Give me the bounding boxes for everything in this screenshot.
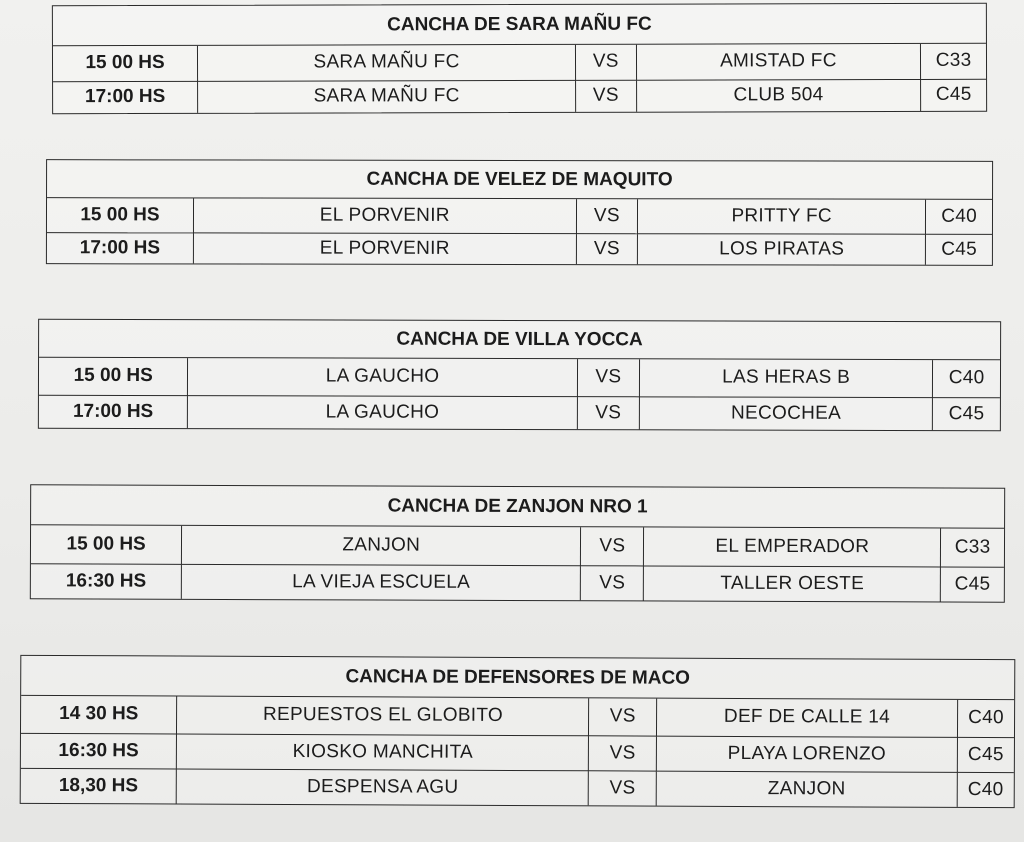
home-team: EL PORVENIR	[193, 232, 576, 264]
match-time: 18,30 HS	[21, 768, 177, 804]
category: C33	[921, 44, 986, 79]
match-row	[39, 358, 1000, 398]
vs-label: VS	[576, 80, 637, 112]
match-time: 14 30 HS	[21, 696, 177, 734]
match-row	[39, 395, 1000, 431]
category: C40	[957, 700, 1014, 737]
match-time: 15 00 HS	[31, 525, 182, 564]
vs-label: VS	[576, 199, 637, 233]
home-team: REPUESTOS EL GLOBITO	[177, 697, 589, 736]
away-team: DEF DE CALLE 14	[656, 699, 957, 737]
home-team: LA GAUCHO	[188, 358, 577, 396]
match-row	[47, 232, 992, 265]
away-team: AMISTAD FC	[636, 44, 921, 80]
venue-title: CANCHA DE VILLA YOCCA	[39, 320, 1000, 361]
venue-title: CANCHA DE DEFENSORES DE MACO	[21, 656, 1014, 700]
match-time: 16:30 HS	[21, 733, 177, 769]
home-team: EL PORVENIR	[193, 198, 576, 233]
match-time: 17:00 HS	[39, 395, 188, 428]
vs-label: VS	[589, 698, 657, 735]
category: C45	[941, 238, 978, 260]
away-team: ZANJON	[656, 771, 957, 807]
category: C45	[957, 737, 1014, 772]
away-team: TALLER OESTE	[644, 565, 941, 601]
away-team: PLAYA LORENZO	[656, 736, 957, 772]
category: C45	[935, 84, 972, 106]
fixture-table-defensores-de-maco	[20, 655, 1016, 808]
category: C45	[948, 402, 985, 424]
vs-label: VS	[576, 233, 637, 264]
home-team: ZANJON	[182, 526, 581, 565]
away-team: LOS PIRATAS	[638, 233, 926, 265]
away-team: EL EMPERADOR	[644, 527, 941, 566]
match-row	[21, 768, 1014, 807]
match-time: 15 00 HS	[47, 198, 194, 232]
vs-label: VS	[577, 359, 640, 396]
matches-table	[39, 358, 1000, 431]
category: C40	[926, 200, 992, 234]
fixture-table-villa-yocca	[38, 319, 1001, 432]
category: C40	[933, 360, 1000, 397]
away-team: PRITTY FC	[638, 199, 926, 234]
match-time: 17:00 HS	[53, 81, 198, 113]
away-team: CLUB 504	[636, 79, 921, 112]
home-team: LA VIEJA ESCUELA	[182, 564, 581, 600]
vs-label: VS	[581, 565, 644, 600]
match-time: 15 00 HS	[39, 358, 188, 395]
fixture-table-sara-manu	[52, 3, 987, 114]
venue-title: CANCHA DE VELEZ DE MAQUITO	[47, 160, 992, 200]
match-row	[21, 733, 1014, 772]
match-row	[53, 79, 986, 113]
match-row	[21, 696, 1014, 737]
home-team: DESPENSA AGU	[177, 769, 589, 806]
fixture-table-velez-de-maquito	[46, 159, 993, 266]
match-time: 16:30 HS	[31, 563, 182, 599]
vs-label: VS	[581, 527, 644, 565]
home-team: LA GAUCHO	[188, 395, 577, 429]
category: C33	[941, 528, 1004, 566]
matches-table	[31, 525, 1004, 601]
category: C40	[967, 778, 1004, 800]
away-team: LAS HERAS B	[640, 359, 933, 397]
home-team: SARA MAÑU FC	[198, 80, 576, 113]
vs-label: VS	[589, 770, 657, 805]
vs-label: VS	[589, 735, 657, 770]
vs-label: VS	[575, 45, 636, 80]
match-row	[47, 198, 992, 234]
home-team: KIOSKO MANCHITA	[177, 734, 589, 771]
home-team: SARA MAÑU FC	[198, 45, 576, 81]
fixture-table-zanjon-nro-1	[30, 484, 1005, 602]
matches-table	[47, 198, 992, 265]
category: C45	[954, 573, 991, 595]
vs-label: VS	[577, 396, 640, 429]
match-row	[31, 525, 1004, 566]
match-time: 17:00 HS	[47, 232, 194, 263]
match-row	[31, 563, 1004, 601]
matches-table	[53, 44, 986, 113]
matches-table	[21, 696, 1014, 807]
match-time: 15 00 HS	[53, 46, 198, 81]
venue-title: CANCHA DE ZANJON NRO 1	[31, 485, 1004, 528]
away-team: NECOCHEA	[639, 396, 932, 430]
venue-title: CANCHA DE SARA MAÑU FC	[53, 4, 986, 46]
match-row	[53, 44, 986, 81]
